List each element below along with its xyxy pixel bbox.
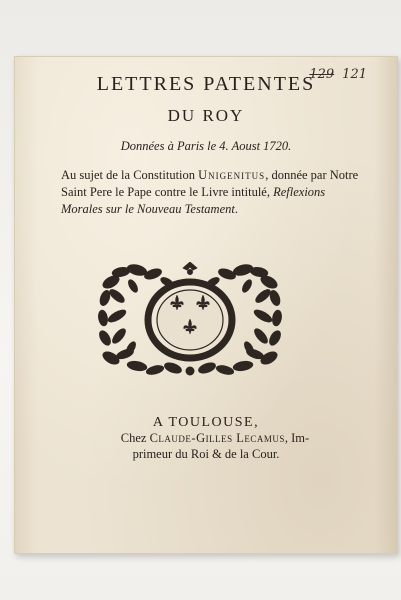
- subject-paragraph: [61, 167, 361, 218]
- dateline: Données à Paris le 4. Aoust 1720.: [120, 139, 292, 153]
- subject-part-3: .: [234, 202, 238, 216]
- page-subtitle: DU ROY: [167, 106, 245, 125]
- book-title: Reflexions Morales sur le Nouveau Testament: [61, 185, 326, 216]
- imprint-printer-line-2: primeur du Roi & de la Cour.: [132, 447, 280, 461]
- page-title: LETTRES PATENTES: [96, 73, 316, 95]
- royal-fleur-de-lis-ornament-icon: [97, 262, 283, 378]
- constitution-name: Unigenitus: [198, 168, 266, 182]
- imprint-place: A TOULOUSE,: [152, 415, 260, 430]
- subject-part-1: Au sujet de la Constitution: [61, 168, 199, 182]
- subject-part-2: , donnée par Notre Saint Pere le Pape contre le Livre intitulé,: [61, 168, 359, 199]
- printer-suffix: , Im-: [284, 431, 310, 445]
- printer-prefix: Chez: [120, 431, 150, 445]
- catalog-number: 121: [342, 67, 367, 82]
- imprint-printer: [43, 431, 387, 446]
- struck-number: 129: [309, 67, 335, 82]
- printer-name: Claude-Gilles Lecamus: [149, 431, 285, 445]
- document-page: [14, 56, 398, 554]
